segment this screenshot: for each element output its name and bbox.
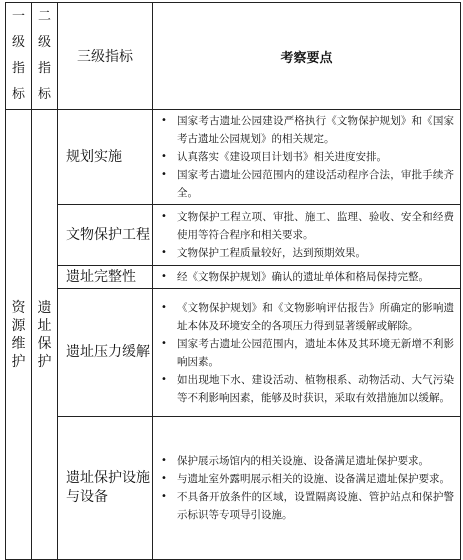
list-item: • 国家考古遗址公园范围内的建设活动程序合法，审批手续齐全。 (157, 166, 454, 202)
list-item: • 不具备开放条件的区域，设置隔离设施、管护站点和保护警示标识等专项导引设施。 (157, 488, 454, 524)
category-level1-char: 资 (11, 299, 26, 316)
header-level1-char: 级 (11, 35, 25, 50)
indicator-label: 遗址完整性 (58, 266, 153, 289)
header-level1-char: 一 (11, 9, 25, 24)
table-row (6, 205, 461, 266)
indicator-points (153, 417, 461, 560)
list-item: • 国家考古遗址公园建设严格执行《文物保护规划》和《国家考古遗址公园规划》的相关规定。 (157, 112, 454, 148)
category-level2 (32, 110, 58, 560)
table-row (6, 417, 461, 560)
indicator-points (153, 266, 461, 289)
header-level1 (6, 3, 32, 110)
indicator-label: 文物保护工程 (58, 205, 153, 266)
header-level2-char: 指 (37, 61, 51, 76)
list-item: • 文物保护工程质量较好，达到预期效果。 (157, 244, 454, 262)
header-level2-char: 标 (37, 87, 51, 102)
indicator-points (153, 205, 461, 266)
category-level1-char: 护 (11, 353, 26, 370)
header-level1-char: 指 (11, 61, 25, 76)
list-item: • 保护展示场馆内的相关设施、设备满足遗址保护要求。 (157, 452, 454, 470)
header-row (6, 3, 461, 110)
header-level3: 三级指标 (58, 3, 153, 110)
indicator-label: 遗址压力缓解 (58, 289, 153, 417)
table-row (6, 110, 461, 205)
indicator-label: 规划实施 (58, 110, 153, 205)
list-item: • 如出现地下水、建设活动、植物根系、动物活动、大气污染等不利影响因素，能够及时获识，采取有效措施加以缓解。 (157, 371, 454, 407)
table-row (6, 289, 461, 417)
indicator-points (153, 289, 461, 417)
category-level2-char: 址 (37, 317, 52, 334)
category-level1-char: 源 (11, 317, 26, 334)
header-level2 (32, 3, 58, 110)
list-item: • 《文物保护规划》和《文物影响评估报告》所确定的影响遗址本体及环境安全的各项压力得到显著缓解或解除。 (157, 299, 454, 335)
table-row (6, 266, 461, 289)
list-item: • 与遗址室外露明展示相关的设施、设备满足遗址保护要求。 (157, 470, 454, 488)
list-item: • 文物保护工程立项、审批、施工、监理、验收、安全和经费使用等符合程序和相关要求。 (157, 208, 454, 244)
header-level1-char: 标 (11, 87, 25, 102)
indicator-label: 遗址保护设施与设备 (58, 417, 153, 560)
header-level2-char: 二 (37, 9, 51, 24)
evaluation-table (5, 2, 461, 560)
indicator-points (153, 110, 461, 205)
category-level2-char: 护 (37, 353, 52, 370)
header-level2-char: 级 (37, 35, 51, 50)
list-item: • 经《文物保护规划》确认的遗址单体和格局保持完整。 (157, 268, 454, 286)
list-item: • 国家考古遗址公园范围内，遗址本体及其环境无新增不利影响因素。 (157, 335, 454, 371)
category-level2-char: 保 (37, 335, 52, 352)
category-level1-char: 维 (11, 335, 26, 352)
category-level2-char: 遗 (37, 299, 52, 316)
category-level1 (6, 110, 32, 560)
list-item: • 认真落实《建设项目计划书》相关进度安排。 (157, 148, 454, 166)
header-points: 考察要点 (153, 3, 461, 110)
